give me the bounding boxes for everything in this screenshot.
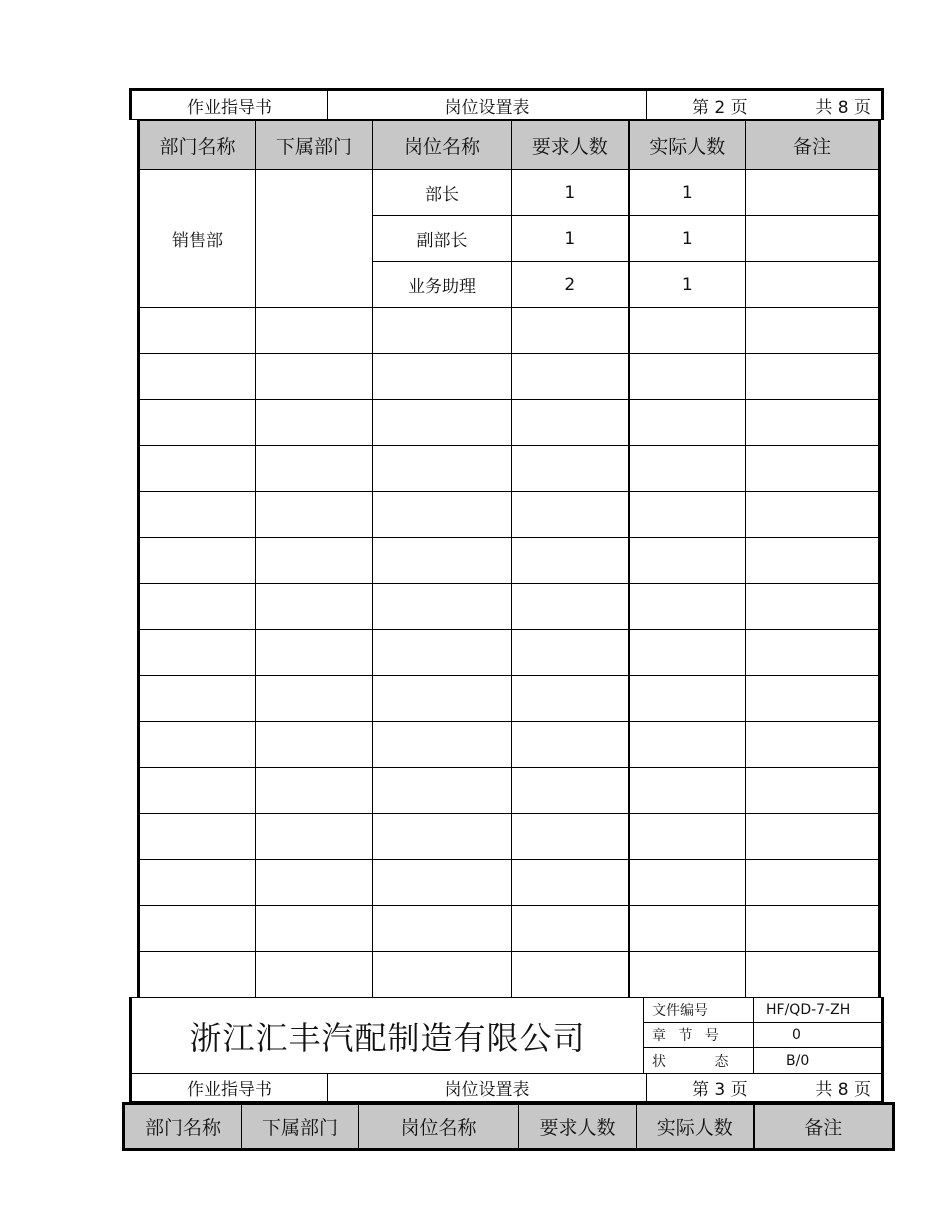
- empty-cell: [256, 768, 373, 814]
- empty-cell: [512, 814, 629, 860]
- section-label: 章 节 号: [652, 1028, 723, 1044]
- empty-cell: [256, 492, 373, 538]
- empty-cell: [373, 584, 512, 630]
- col-header: 实际人数: [629, 121, 746, 170]
- empty-cell: [746, 860, 880, 906]
- col-header: 部门名称: [139, 121, 256, 170]
- empty-cell: [746, 446, 880, 492]
- empty-cell: [373, 308, 512, 354]
- empty-cell: [139, 400, 256, 446]
- position-name: 业务助理: [373, 262, 512, 308]
- empty-table-row: [139, 308, 880, 354]
- empty-cell: [746, 722, 880, 768]
- empty-cell: [139, 354, 256, 400]
- actual-count: 1: [629, 216, 746, 262]
- empty-cell: [512, 630, 629, 676]
- col-header: 备注: [754, 1104, 894, 1150]
- empty-table-row: [139, 492, 880, 538]
- doc-no-label: 文件编号: [652, 1003, 708, 1019]
- empty-cell: [139, 492, 256, 538]
- empty-cell: [256, 446, 373, 492]
- empty-cell: [139, 538, 256, 584]
- page-header: [129, 1073, 884, 1102]
- empty-cell: [629, 860, 746, 906]
- empty-cell: [139, 584, 256, 630]
- empty-cell: [746, 354, 880, 400]
- empty-cell: [139, 814, 256, 860]
- empty-cell: [746, 676, 880, 722]
- col-header: 岗位名称: [373, 121, 512, 170]
- empty-table-row: [139, 768, 880, 814]
- empty-cell: [512, 308, 629, 354]
- table-header-row: [124, 1104, 894, 1150]
- actual-count: 1: [629, 262, 746, 308]
- required-count: 1: [512, 216, 629, 262]
- empty-cell: [629, 676, 746, 722]
- empty-cell: [746, 814, 880, 860]
- empty-cell: [139, 630, 256, 676]
- company-name: 浙江汇丰汽配制造有限公司: [189, 1018, 586, 1057]
- empty-cell: [629, 400, 746, 446]
- empty-cell: [512, 860, 629, 906]
- empty-table-row: [139, 860, 880, 906]
- empty-cell: [512, 768, 629, 814]
- empty-cell: [373, 722, 512, 768]
- page-indicator: 第 2 页 共 8 页: [647, 91, 881, 119]
- empty-cell: [629, 952, 746, 998]
- empty-cell: [629, 584, 746, 630]
- page-indicator: 第 3 页 共 8 页: [647, 1074, 881, 1101]
- empty-cell: [373, 952, 512, 998]
- empty-cell: [139, 952, 256, 998]
- empty-cell: [746, 630, 880, 676]
- page-number: 3: [714, 1080, 726, 1100]
- actual-count: 1: [629, 170, 746, 216]
- position-name: 副部长: [373, 216, 512, 262]
- empty-cell: [512, 400, 629, 446]
- page-footer: [129, 997, 884, 1073]
- empty-cell: [512, 538, 629, 584]
- col-header: 岗位名称: [359, 1104, 519, 1150]
- required-count: 1: [512, 170, 629, 216]
- dept-name-cell: 销售部: [139, 170, 256, 308]
- doc-no-value: HF/QD-7-ZH: [766, 1002, 851, 1018]
- remark-cell: [746, 170, 880, 216]
- empty-cell: [373, 630, 512, 676]
- empty-cell: [746, 768, 880, 814]
- empty-cell: [256, 354, 373, 400]
- empty-cell: [139, 446, 256, 492]
- empty-cell: [256, 952, 373, 998]
- empty-cell: [629, 722, 746, 768]
- empty-cell: [256, 630, 373, 676]
- position-table-continued: [122, 1102, 895, 1151]
- empty-cell: [256, 814, 373, 860]
- empty-cell: [373, 676, 512, 722]
- empty-cell: [629, 308, 746, 354]
- empty-cell: [373, 400, 512, 446]
- empty-cell: [512, 906, 629, 952]
- empty-cell: [629, 630, 746, 676]
- col-header: 备注: [746, 121, 880, 170]
- empty-table-row: [139, 400, 880, 446]
- doc-type-label: 作业指导书: [187, 1080, 272, 1100]
- empty-cell: [629, 768, 746, 814]
- empty-cell: [512, 492, 629, 538]
- col-header: 要求人数: [512, 121, 629, 170]
- position-table: [137, 120, 881, 998]
- empty-cell: [629, 906, 746, 952]
- empty-cell: [746, 584, 880, 630]
- empty-cell: [512, 952, 629, 998]
- empty-cell: [139, 676, 256, 722]
- empty-cell: [256, 538, 373, 584]
- remark-cell: [746, 262, 880, 308]
- empty-cell: [512, 446, 629, 492]
- empty-cell: [746, 308, 880, 354]
- empty-table-row: [139, 722, 880, 768]
- doc-meta: [644, 998, 881, 1073]
- status-label: 状 态: [652, 1053, 751, 1070]
- empty-cell: [629, 538, 746, 584]
- empty-cell: [629, 814, 746, 860]
- empty-table-row: [139, 630, 880, 676]
- empty-table-row: [139, 906, 880, 952]
- doc-title: 岗位设置表: [444, 1080, 530, 1100]
- sub-dept-cell: [256, 170, 373, 308]
- empty-cell: [139, 308, 256, 354]
- empty-cell: [373, 768, 512, 814]
- empty-cell: [139, 768, 256, 814]
- empty-table-row: [139, 354, 880, 400]
- empty-cell: [139, 906, 256, 952]
- page-number: 2: [714, 97, 726, 118]
- required-count: 2: [512, 262, 629, 308]
- page-header: [129, 88, 884, 120]
- doc-title: 岗位设置表: [444, 97, 530, 118]
- empty-table-row: [139, 952, 880, 998]
- empty-cell: [256, 400, 373, 446]
- empty-cell: [512, 584, 629, 630]
- empty-cell: [746, 906, 880, 952]
- empty-cell: [373, 354, 512, 400]
- empty-cell: [256, 584, 373, 630]
- empty-cell: [746, 538, 880, 584]
- col-header: 要求人数: [519, 1104, 637, 1150]
- empty-cell: [256, 676, 373, 722]
- empty-cell: [256, 722, 373, 768]
- position-name: 部长: [373, 170, 512, 216]
- empty-table-row: [139, 584, 880, 630]
- col-header: 实际人数: [637, 1104, 754, 1150]
- empty-cell: [373, 814, 512, 860]
- section-value: 0: [792, 1027, 801, 1043]
- empty-cell: [629, 492, 746, 538]
- empty-cell: [373, 492, 512, 538]
- empty-table-row: [139, 676, 880, 722]
- empty-cell: [256, 906, 373, 952]
- empty-cell: [512, 722, 629, 768]
- empty-cell: [373, 860, 512, 906]
- total-pages: 共 8 页: [815, 97, 871, 118]
- table-row: [139, 170, 880, 216]
- doc-type-label: 作业指导书: [187, 97, 272, 118]
- empty-cell: [512, 354, 629, 400]
- empty-cell: [746, 492, 880, 538]
- empty-cell: [629, 354, 746, 400]
- col-header: 下属部门: [256, 121, 373, 170]
- empty-table-row: [139, 446, 880, 492]
- empty-cell: [746, 400, 880, 446]
- status-value: B/0: [786, 1052, 810, 1069]
- empty-cell: [139, 860, 256, 906]
- table-header-row: [139, 121, 880, 170]
- empty-cell: [256, 860, 373, 906]
- total-pages: 共 8 页: [815, 1080, 871, 1100]
- empty-table-row: [139, 814, 880, 860]
- empty-cell: [256, 308, 373, 354]
- empty-cell: [373, 538, 512, 584]
- empty-table-row: [139, 538, 880, 584]
- empty-cell: [139, 722, 256, 768]
- empty-cell: [629, 446, 746, 492]
- remark-cell: [746, 216, 880, 262]
- empty-cell: [373, 446, 512, 492]
- empty-cell: [512, 676, 629, 722]
- col-header: 下属部门: [242, 1104, 359, 1150]
- col-header: 部门名称: [124, 1104, 242, 1150]
- empty-cell: [746, 952, 880, 998]
- empty-cell: [373, 906, 512, 952]
